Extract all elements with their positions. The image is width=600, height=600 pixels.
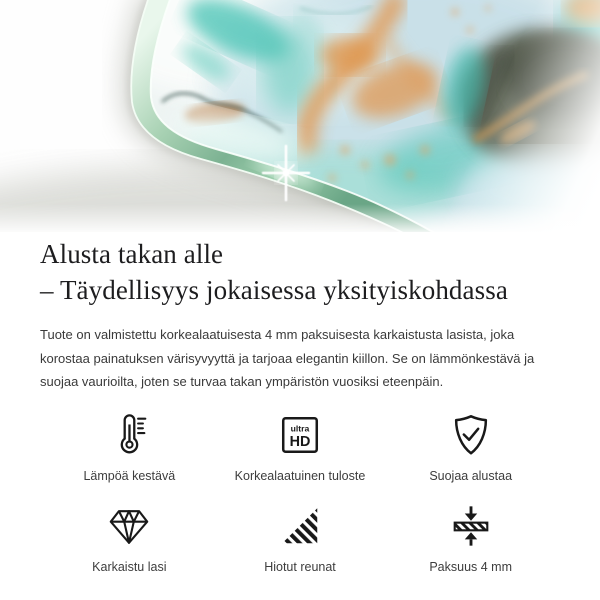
- page-title-line-1: Alusta takan alle: [40, 239, 224, 269]
- shield-check-icon: [448, 410, 494, 460]
- feature-label: Lämpöä kestävä: [83, 468, 176, 483]
- description-section: [0, 236, 600, 574]
- feature-high-quality-print: [215, 410, 386, 483]
- feature-label: Suojaa alustaa: [429, 468, 513, 483]
- ultra-hd-icon: [277, 410, 323, 460]
- thickness-4mm-icon: [448, 501, 494, 551]
- page-title: [40, 236, 560, 308]
- feature-polished-edges: [215, 501, 386, 574]
- feature-thickness: [385, 501, 556, 574]
- feature-grid: [40, 410, 560, 574]
- feature-heat-resistant: [44, 410, 215, 483]
- intro-paragraph: Tuote on valmistettu korkealaatuisesta 4 mm paksuisesta karkaistusta lasista, joka korostaa painatuksen värisyvyyttä ja tarjoaa elegantin kiillon. Se on lämmönkestävä ja suojaa vaurioilta, joten se turvaa takan ympäristön vuosiksi eteenpäin.: [40, 327, 535, 389]
- thermometer-icon: [106, 410, 152, 460]
- polished-edges-icon: [277, 501, 323, 551]
- feature-tempered-glass: [44, 501, 215, 574]
- feature-label: Karkaistu lasi: [92, 559, 167, 574]
- feature-label: Hiotut reunat: [264, 559, 336, 574]
- diamond-icon: [106, 501, 152, 551]
- svg-text:HD: HD: [289, 433, 311, 450]
- hero-section: [0, 0, 600, 232]
- feature-label: Korkealaatuinen tuloste: [234, 468, 366, 483]
- feature-label: Paksuus 4 mm: [429, 559, 512, 574]
- product-image: [0, 0, 600, 232]
- page-title-line-2: – Täydellisyys jokaisessa yksityiskohdassa: [40, 275, 508, 305]
- svg-text:ultra: ultra: [290, 423, 310, 434]
- feature-protects-surface: [385, 410, 556, 483]
